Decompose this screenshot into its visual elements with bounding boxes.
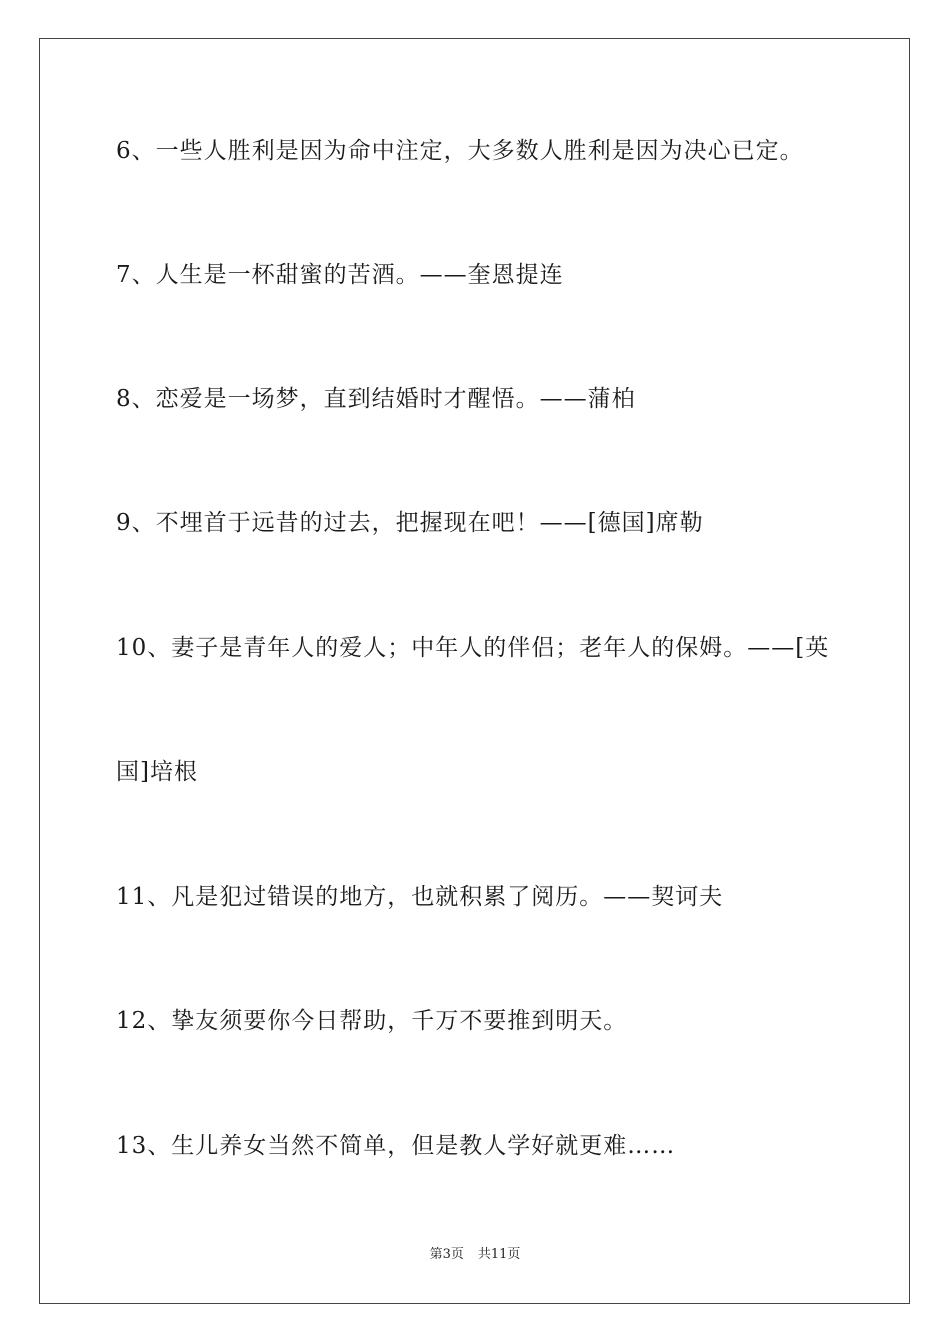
page-total: 共11页	[477, 1247, 521, 1262]
quote-line-12: 12、挚友须要你今日帮助，千万不要推到明天。	[116, 1008, 628, 1034]
page-footer	[0, 1246, 950, 1264]
quote-line-8: 8、恋爱是一场梦，直到结婚时才醒悟。——蒲柏	[116, 386, 636, 412]
quote-line-10-continued: 国]培根	[116, 759, 198, 785]
quote-line-9: 9、不埋首于远昔的过去，把握现在吧！——[德国]席勒	[116, 510, 704, 536]
page-number: 第3页	[429, 1247, 464, 1262]
quote-line-11: 11、凡是犯过错误的地方，也就积累了阅历。——契诃夫	[116, 884, 724, 910]
quote-line-7: 7、人生是一杯甜蜜的苦酒。——奎恩提连	[116, 262, 564, 288]
quote-line-10: 10、妻子是青年人的爱人；中年人的伴侣；老年人的保姆。——[英	[116, 635, 830, 661]
quote-line-6: 6、一些人胜利是因为命中注定，大多数人胜利是因为决心已定。	[116, 138, 804, 164]
quote-line-13: 13、生儿养女当然不简单，但是教人学好就更难……	[116, 1133, 676, 1159]
page-border	[39, 38, 910, 1304]
